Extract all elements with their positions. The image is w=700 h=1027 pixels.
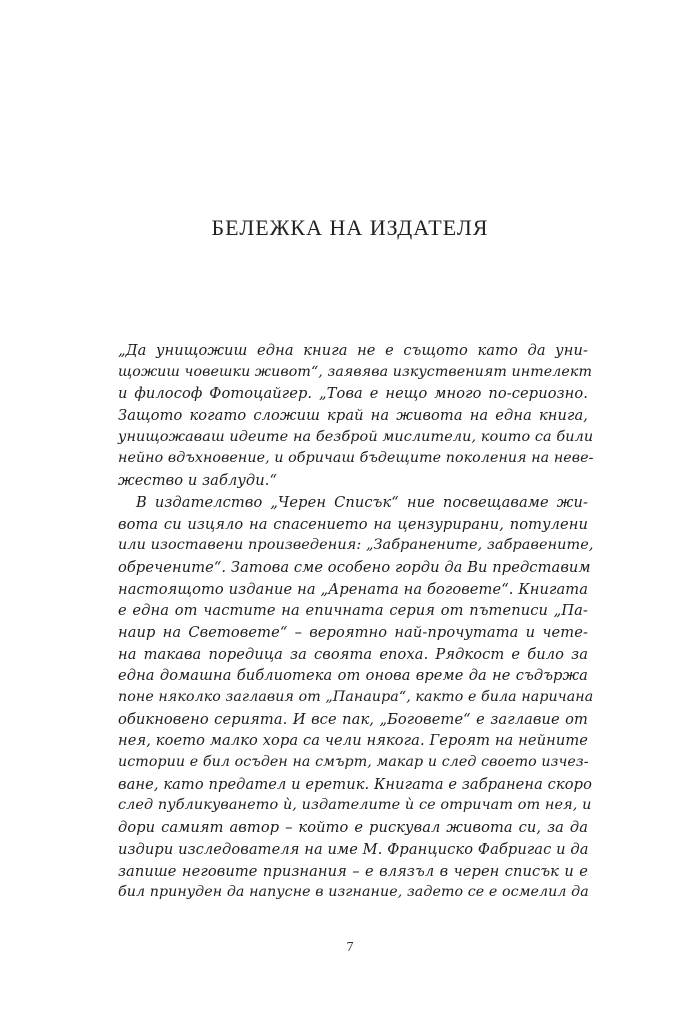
chapter-heading: БЕЛЕЖКА НА ИЗДАТЕЛЯ	[211, 215, 489, 240]
paragraph-1	[118, 340, 594, 492]
text-line: унищожаваш идеите на безброй мислители, които са били	[118, 428, 594, 445]
paragraph-2	[118, 492, 594, 904]
text-line: В издателство „Черен Списък“ ние посвещаваме жи-	[136, 493, 588, 511]
text-line: нея, което малко хора са чели някога. Героят на нейните	[118, 732, 588, 750]
text-line: ване, като предател и еретик. Книгата е забранена скоро	[118, 775, 592, 793]
text-line: на такава поредица за своята епоха. Рядкост е било за	[118, 645, 588, 663]
text-line: „Да унищожиш една книга не е същото като да уни-	[118, 342, 588, 359]
text-line: Защото когато сложиш край на живота на една книга,	[118, 407, 588, 425]
text-line: и философ Фотоцайгер. „Това е нещо много по-сериозно.	[118, 385, 588, 403]
text-line: или изоставени произведения: „Забранените, забравените,	[118, 537, 594, 554]
text-line: запише неговите признания – е влязъл в черен списък и е	[118, 862, 588, 880]
text-line: след публикуването ѝ, издателите ѝ се отричат от нея, и	[118, 797, 592, 814]
text-line: настоящото издание на „Арената на боговете“. Книгата	[118, 580, 588, 598]
text-line: щожиш човешки живот“, заявява изкуственият интелект	[118, 363, 593, 380]
text-line: нейно вдъхновение, и обричаш бъдещите поколения на неве-	[118, 450, 594, 467]
text-line: вота си изцяло на спасението на цензурирани, потулени	[118, 515, 588, 533]
text-line: е една от частите на епичната серия от пътеписи „Па-	[118, 602, 588, 620]
text-line: издири изследователя на име М. Франциско Фабригас и да	[118, 840, 589, 858]
text-line: истории е бил осъден на смърт, макар и след своето изчез-	[118, 754, 589, 771]
text-line: дори самият автор – който е рискувал живота си, за да	[118, 819, 588, 837]
text-line: поне няколко заглавия от „Панаира“, както е била наричана	[118, 689, 594, 705]
page-number: 7	[346, 940, 354, 955]
text-line: една домашна библиотека от онова време да не съдържа	[118, 667, 588, 685]
text-line: бил принуден да напусне в изгнание, задето се е осмелил да	[118, 884, 589, 901]
body-text	[118, 340, 594, 904]
text-line: обречените“. Затова сме особено горди да Ви представим	[118, 558, 591, 576]
text-line: жество и заблуди.“	[118, 472, 278, 490]
text-line: обикновено серията. И все пак, „Боговете“ е заглавие от	[118, 710, 588, 728]
text-line: наир на Световете“ – вероятно най-прочутата и чете-	[118, 623, 588, 641]
